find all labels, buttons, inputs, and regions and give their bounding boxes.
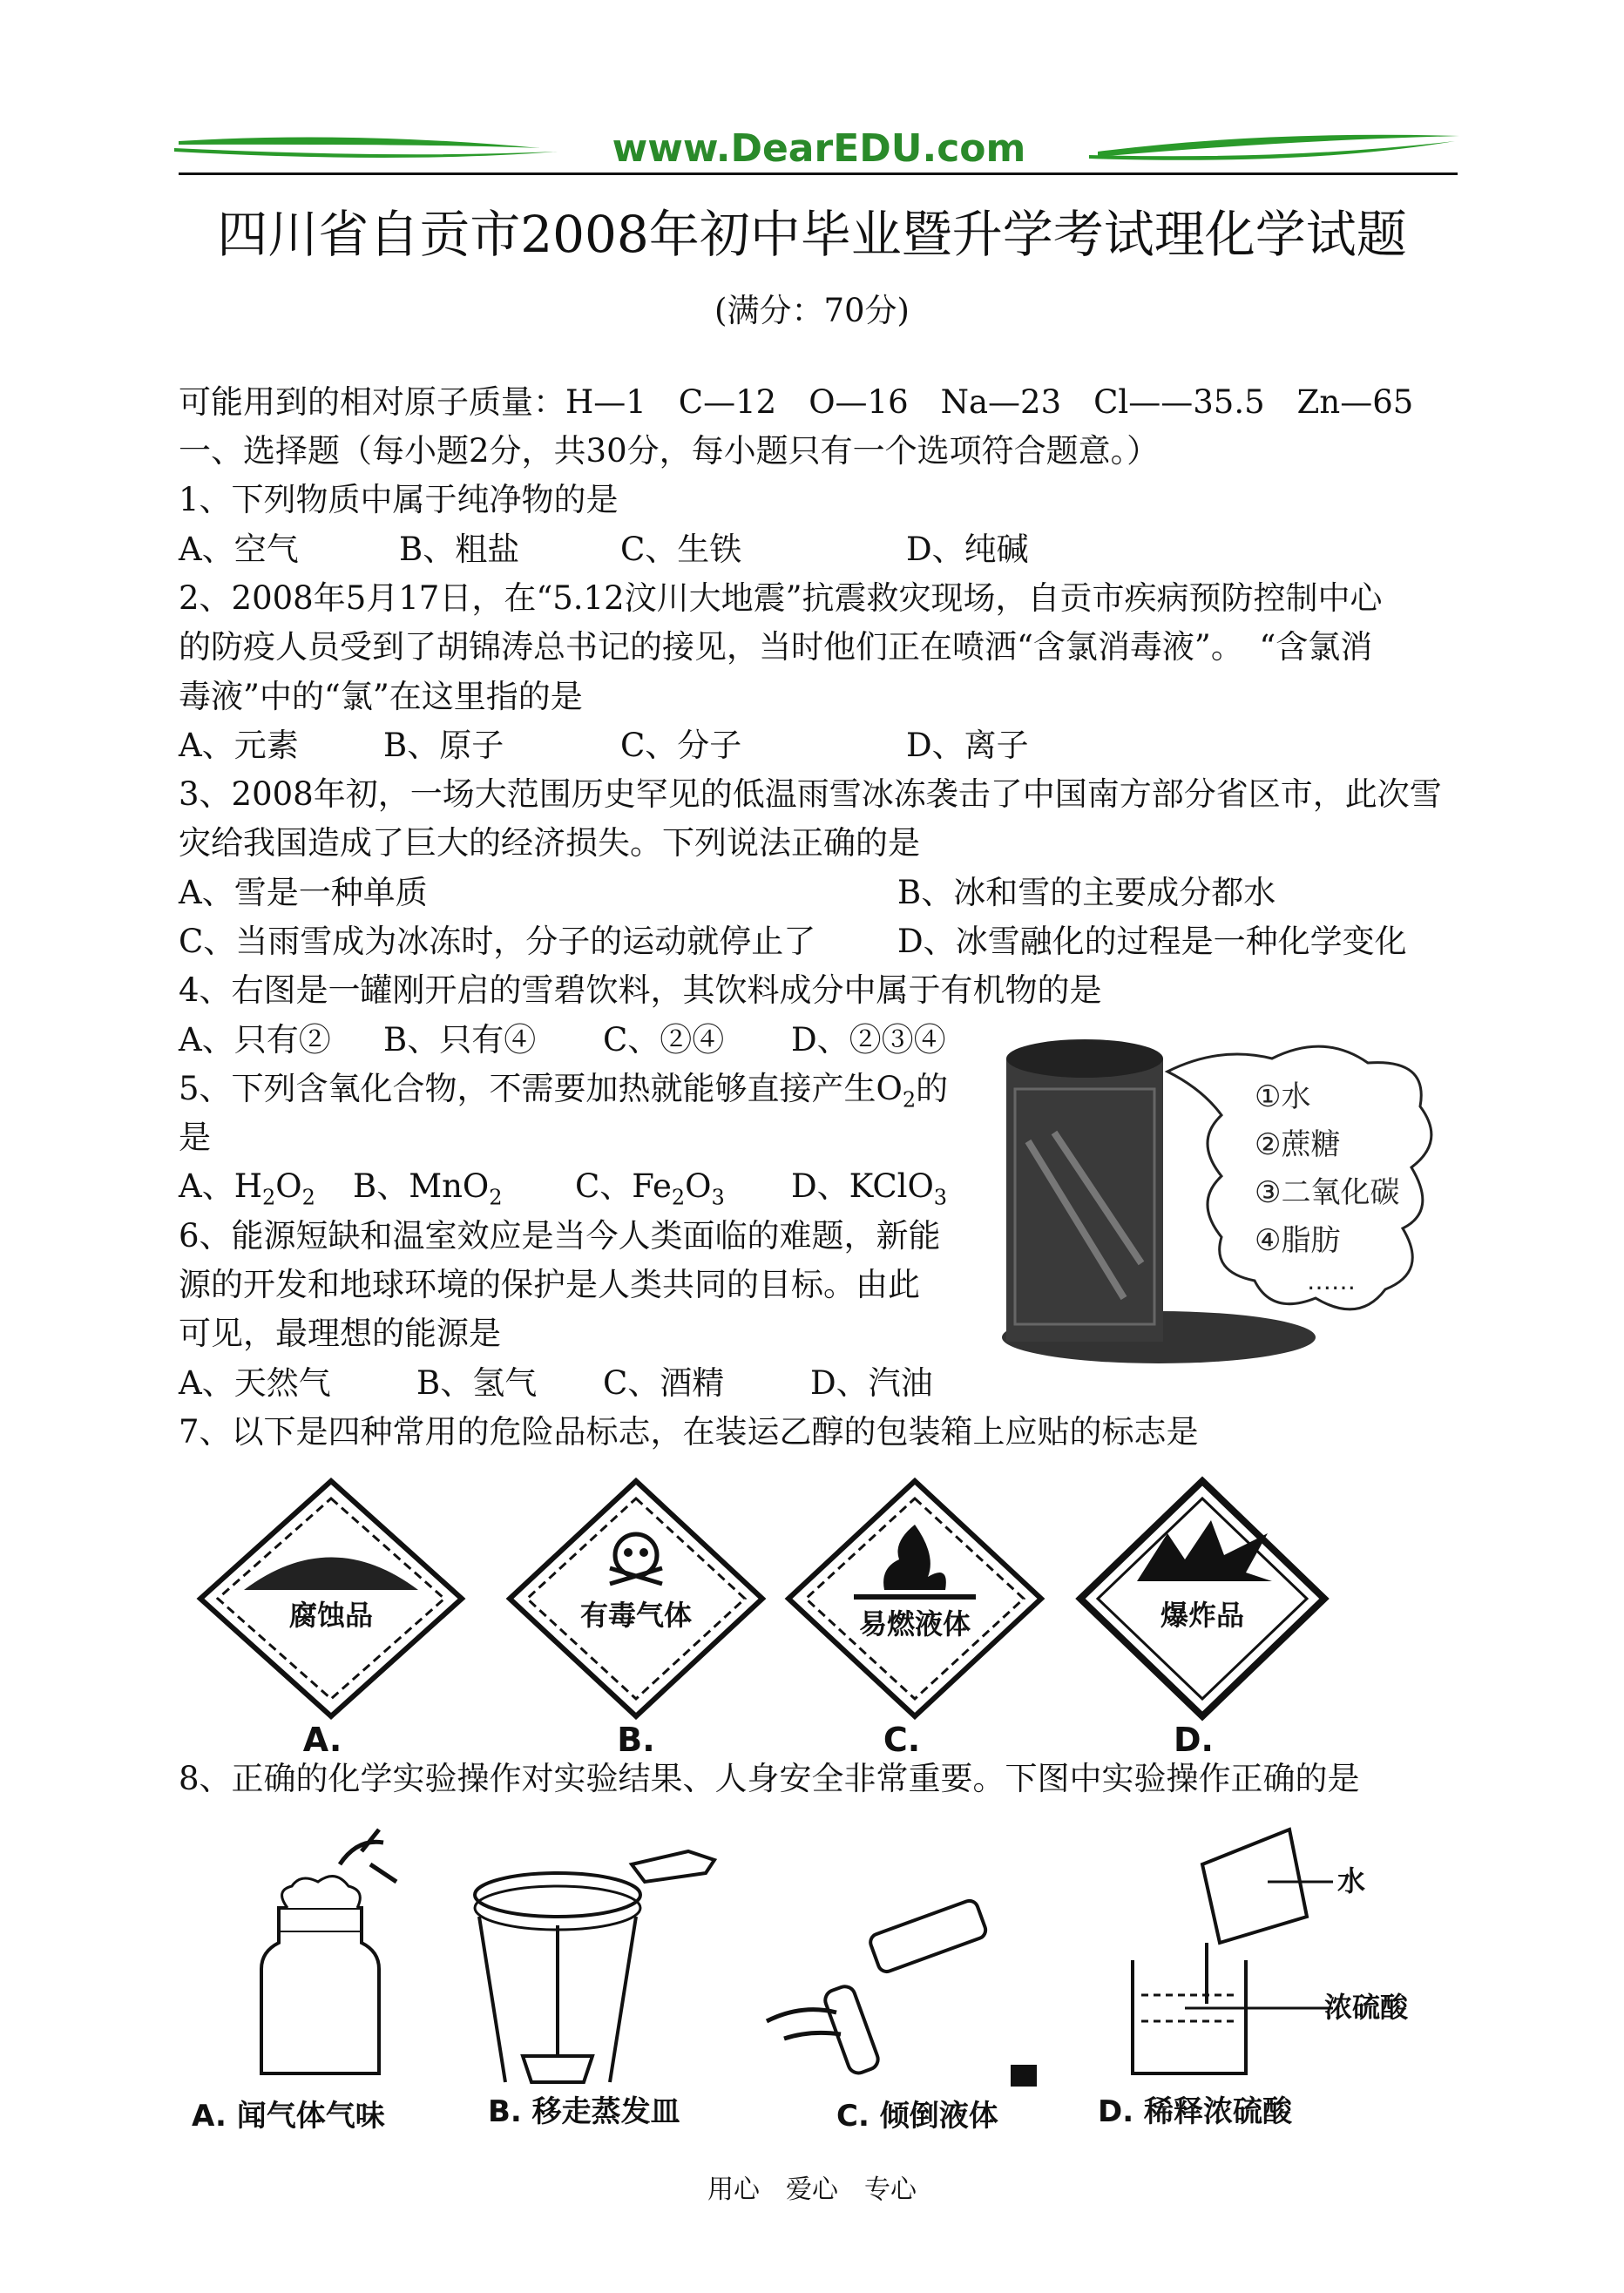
q5-option-d: D、KClO$_3$ — [791, 1167, 948, 1210]
figure-pour-liquid — [767, 1898, 1037, 2087]
q2-option-b: B、原子 — [383, 727, 504, 764]
figure-smell-gas — [261, 1830, 396, 2073]
q5-line1: 5、下列含氧化合物，不需要加热就能够直接产生$O_2$的 — [179, 1070, 949, 1113]
cloud-label-2: ②蔗糖 — [1255, 1127, 1341, 1162]
section-heading: 一、选择题（每小题2分，共30分，每小题只有一个选项符合题意。） — [179, 432, 1160, 470]
q6-option-a: A、天然气 — [179, 1364, 331, 1402]
sign-a-letter: A. — [302, 1721, 342, 1759]
sign-corrosive — [200, 1481, 462, 1759]
q1-option-a: A、空气 — [179, 531, 299, 568]
cloud-label-4: ④脂肪 — [1255, 1223, 1341, 1258]
q3-option-b: B、冰和雪的主要成分都水 — [897, 874, 1276, 911]
q1-option-c: C、生铁 — [620, 531, 742, 568]
can-body — [1006, 1059, 1163, 1342]
left-swoosh-lower — [174, 148, 558, 158]
cloud-label-5: …… — [1307, 1267, 1356, 1295]
caption-b: B. 移走蒸发皿 — [488, 2094, 680, 2129]
sign-d-letter: D. — [1174, 1721, 1214, 1759]
figure-evaporating-dish — [475, 1851, 714, 2082]
caption-c: C. 倾倒液体 — [836, 2099, 998, 2134]
atomic-masses: 可能用到的相对原子质量：H—1 C—12 O—16 Na—23 Cl——35.5 Zn—65 — [179, 383, 1414, 421]
q1-option-b: B、粗盐 — [399, 531, 520, 568]
sign-c-letter: C. — [883, 1721, 921, 1759]
q7-stem: 7、以下是四种常用的危险品标志，在装运乙醇的包装箱上应贴的标志是 — [179, 1413, 1199, 1451]
header-banner — [174, 122, 1464, 174]
q3-line2: 灾给我国造成了巨大的经济损失。下列说法正确的是 — [179, 824, 920, 862]
q5-option-c: C、$Fe_2O_3$ — [575, 1167, 725, 1210]
label-water: 水 — [1337, 1864, 1366, 1897]
right-swoosh — [1098, 135, 1459, 157]
q2-line1: 2、2008年5月17日，在“5.12汶川大地震”抗震救灾现场，自贡市疾病预防控制中心 — [179, 579, 1383, 617]
q5-option-b: B、MnO$_2$ — [353, 1167, 503, 1210]
q5-option-a: A、$H_2O_2$ — [179, 1167, 315, 1210]
q3-option-c: C、当雨雪成为冰冻时，分子的运动就停止了 — [179, 923, 816, 960]
exam-score: (满分：70分) — [714, 292, 910, 329]
q4-option-b: B、只有④ — [383, 1021, 537, 1059]
left-swoosh — [179, 138, 540, 149]
soda-can-figure — [993, 1037, 1446, 1368]
q2-option-d: D、离子 — [906, 727, 1029, 764]
label-conc-acid: 浓硫酸 — [1324, 1991, 1409, 2024]
lab-operations-figure — [174, 1812, 1455, 2143]
q3-option-a: A、雪是一种单质 — [179, 874, 428, 911]
q3-option-d: D、冰雪融化的过程是一种化学变化 — [897, 923, 1407, 960]
q2-line2: 的防疫人员受到了胡锦涛总书记的接见，当时他们正在喷洒“含氯消毒液”。 “含氯消 — [179, 628, 1373, 666]
q6-line3: 可见，最理想的能源是 — [179, 1315, 501, 1352]
q6-option-c: C、酒精 — [603, 1364, 725, 1402]
sign-explosive — [1080, 1481, 1324, 1759]
sign-c-text: 易燃液体 — [858, 1607, 971, 1640]
sign-toxic-gas — [510, 1481, 762, 1759]
caption-d: D. 稀释浓硫酸 — [1098, 2094, 1292, 2129]
q4-option-a: A、只有② — [179, 1021, 331, 1059]
caption-a: A. 闻气体气味 — [192, 2099, 385, 2134]
sign-b-text: 有毒气体 — [579, 1599, 693, 1632]
q4-option-d: D、②③④ — [791, 1021, 946, 1059]
sign-d-text: 爆炸品 — [1160, 1599, 1245, 1632]
q6-option-d: D、汽油 — [810, 1364, 933, 1402]
sign-b-letter: B. — [617, 1721, 655, 1759]
q5-line2: 是 — [179, 1119, 211, 1156]
sign-a-text: 腐蚀品 — [288, 1599, 374, 1632]
q4-option-c: C、②④ — [603, 1021, 725, 1059]
q2-line3: 毒液”中的“氯”在这里指的是 — [179, 678, 583, 715]
page-footer: 用心 爱心 专心 — [707, 2175, 917, 2205]
figure-dilute-acid — [1133, 1830, 1409, 2073]
header-rule — [179, 172, 1458, 175]
q2-option-c: C、分子 — [620, 727, 742, 764]
q8-stem: 8、正确的化学实验操作对实验结果、人身安全非常重要。下图中实验操作正确的是 — [179, 1760, 1360, 1797]
exam-title: 四川省自贡市2008年初中毕业暨升学考试理化学试题 — [217, 205, 1407, 264]
hazard-signs — [192, 1472, 1446, 1760]
q4-stem: 4、右图是一罐刚开启的雪碧饮料，其饮料成分中属于有机物的是 — [179, 971, 1102, 1009]
cloud-label-3: ③二氧化碳 — [1255, 1175, 1400, 1210]
q6-line2: 源的开发和地球环境的保护是人类共同的目标。由此 — [179, 1266, 920, 1303]
q1-stem: 1、下列物质中属于纯净物的是 — [179, 481, 619, 518]
sign-flammable-liquid — [788, 1481, 1041, 1759]
q2-option-a: A、元素 — [179, 727, 299, 764]
q3-line1: 3、2008年初，一场大范围历史罕见的低温雨雪冰冻袭击了中国南方部分省区市，此次雪 — [179, 775, 1442, 813]
q6-option-b: B、氢气 — [416, 1364, 538, 1402]
q1-option-d: D、纯碱 — [906, 531, 1029, 568]
site-logo: www.DearEDU.com — [612, 126, 1026, 171]
q6-line1: 6、能源短缺和温室效应是当今人类面临的难题，新能 — [179, 1217, 941, 1255]
cloud-label-1: ①水 — [1255, 1079, 1311, 1114]
